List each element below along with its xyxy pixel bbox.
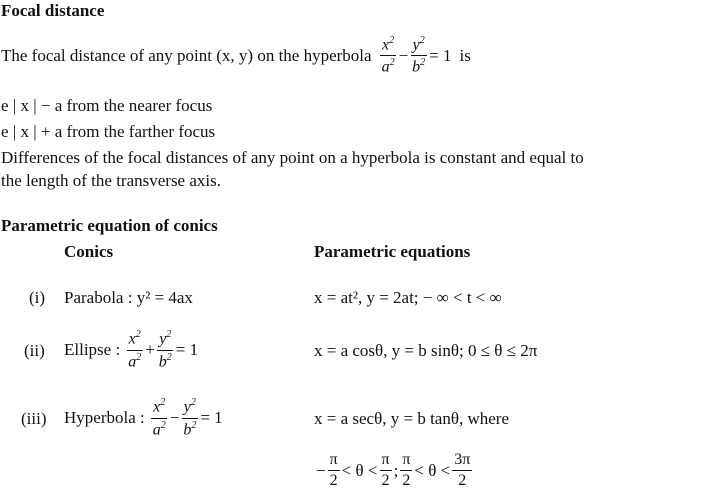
hyperbola-label: Hyperbola : (64, 408, 145, 427)
row-eq-ellipse: x = a cosθ, y = b sinθ; 0 ≤ θ ≤ 2π (314, 341, 538, 360)
y2-over-b2: $\frac{y^2}{b^2}$ (412, 35, 426, 76)
difference-line-2: the length of the transverse axis. (1, 171, 221, 190)
row-number-ii: (ii) (24, 341, 45, 360)
ellipse-equation: $\frac{x^2}{a^2}$ + $\frac{y^2}{b^2}$ = 1 (128, 329, 199, 370)
hyperbola-equation: $\frac{x^2}{a^2}$ − $\frac{y^2}{b^2}$ = 1 (381, 35, 452, 76)
section-heading-focal-distance: Focal distance (1, 1, 105, 20)
ellipse-label: Ellipse : (64, 340, 121, 359)
row-conic-hyperbola (64, 392, 225, 444)
row-eq-hyperbola: x = a secθ, y = b tanθ, where (314, 409, 510, 428)
row-eq-parabola: x = at², y = 2at; − ∞ < t < ∞ (314, 288, 502, 307)
focal-intro-text: The focal distance of any point (x, y) on the hyperbola (1, 45, 372, 65)
section-heading-parametric: Parametric equation of conics (1, 216, 218, 235)
row-conic-ellipse (64, 324, 200, 376)
focal-intro-line (1, 36, 471, 76)
x2-over-a2: $\frac{x^2}{a^2}$ (381, 35, 395, 76)
difference-line-1: Differences of the focal distances of any point on a hyperbola is constant and equal to (1, 148, 584, 167)
column-header-parametric-equations: Parametric equations (314, 242, 471, 261)
row-number-iii: (iii) (21, 409, 47, 428)
near-focus-line: e | x | − a from the nearer focus (1, 96, 213, 115)
column-header-conics: Conics (64, 242, 114, 261)
row-number-i: (i) (29, 288, 46, 307)
far-focus-line: e | x | + a from the farther focus (1, 122, 216, 141)
theta-range: − $\frac{\pi}{2}$ < θ < $\frac{\pi}{2}$ ; $\frac{\pi}{2}$ < θ < $\frac{3\pi}{2}$ (316, 451, 471, 489)
focal-is: is (459, 45, 471, 65)
hyperbola-row-equation: $\frac{x^2}{a^2}$ − $\frac{y^2}{b^2}$ = 1 (152, 397, 223, 438)
row-conic-parabola: Parabola : y² = 4ax (64, 288, 193, 307)
